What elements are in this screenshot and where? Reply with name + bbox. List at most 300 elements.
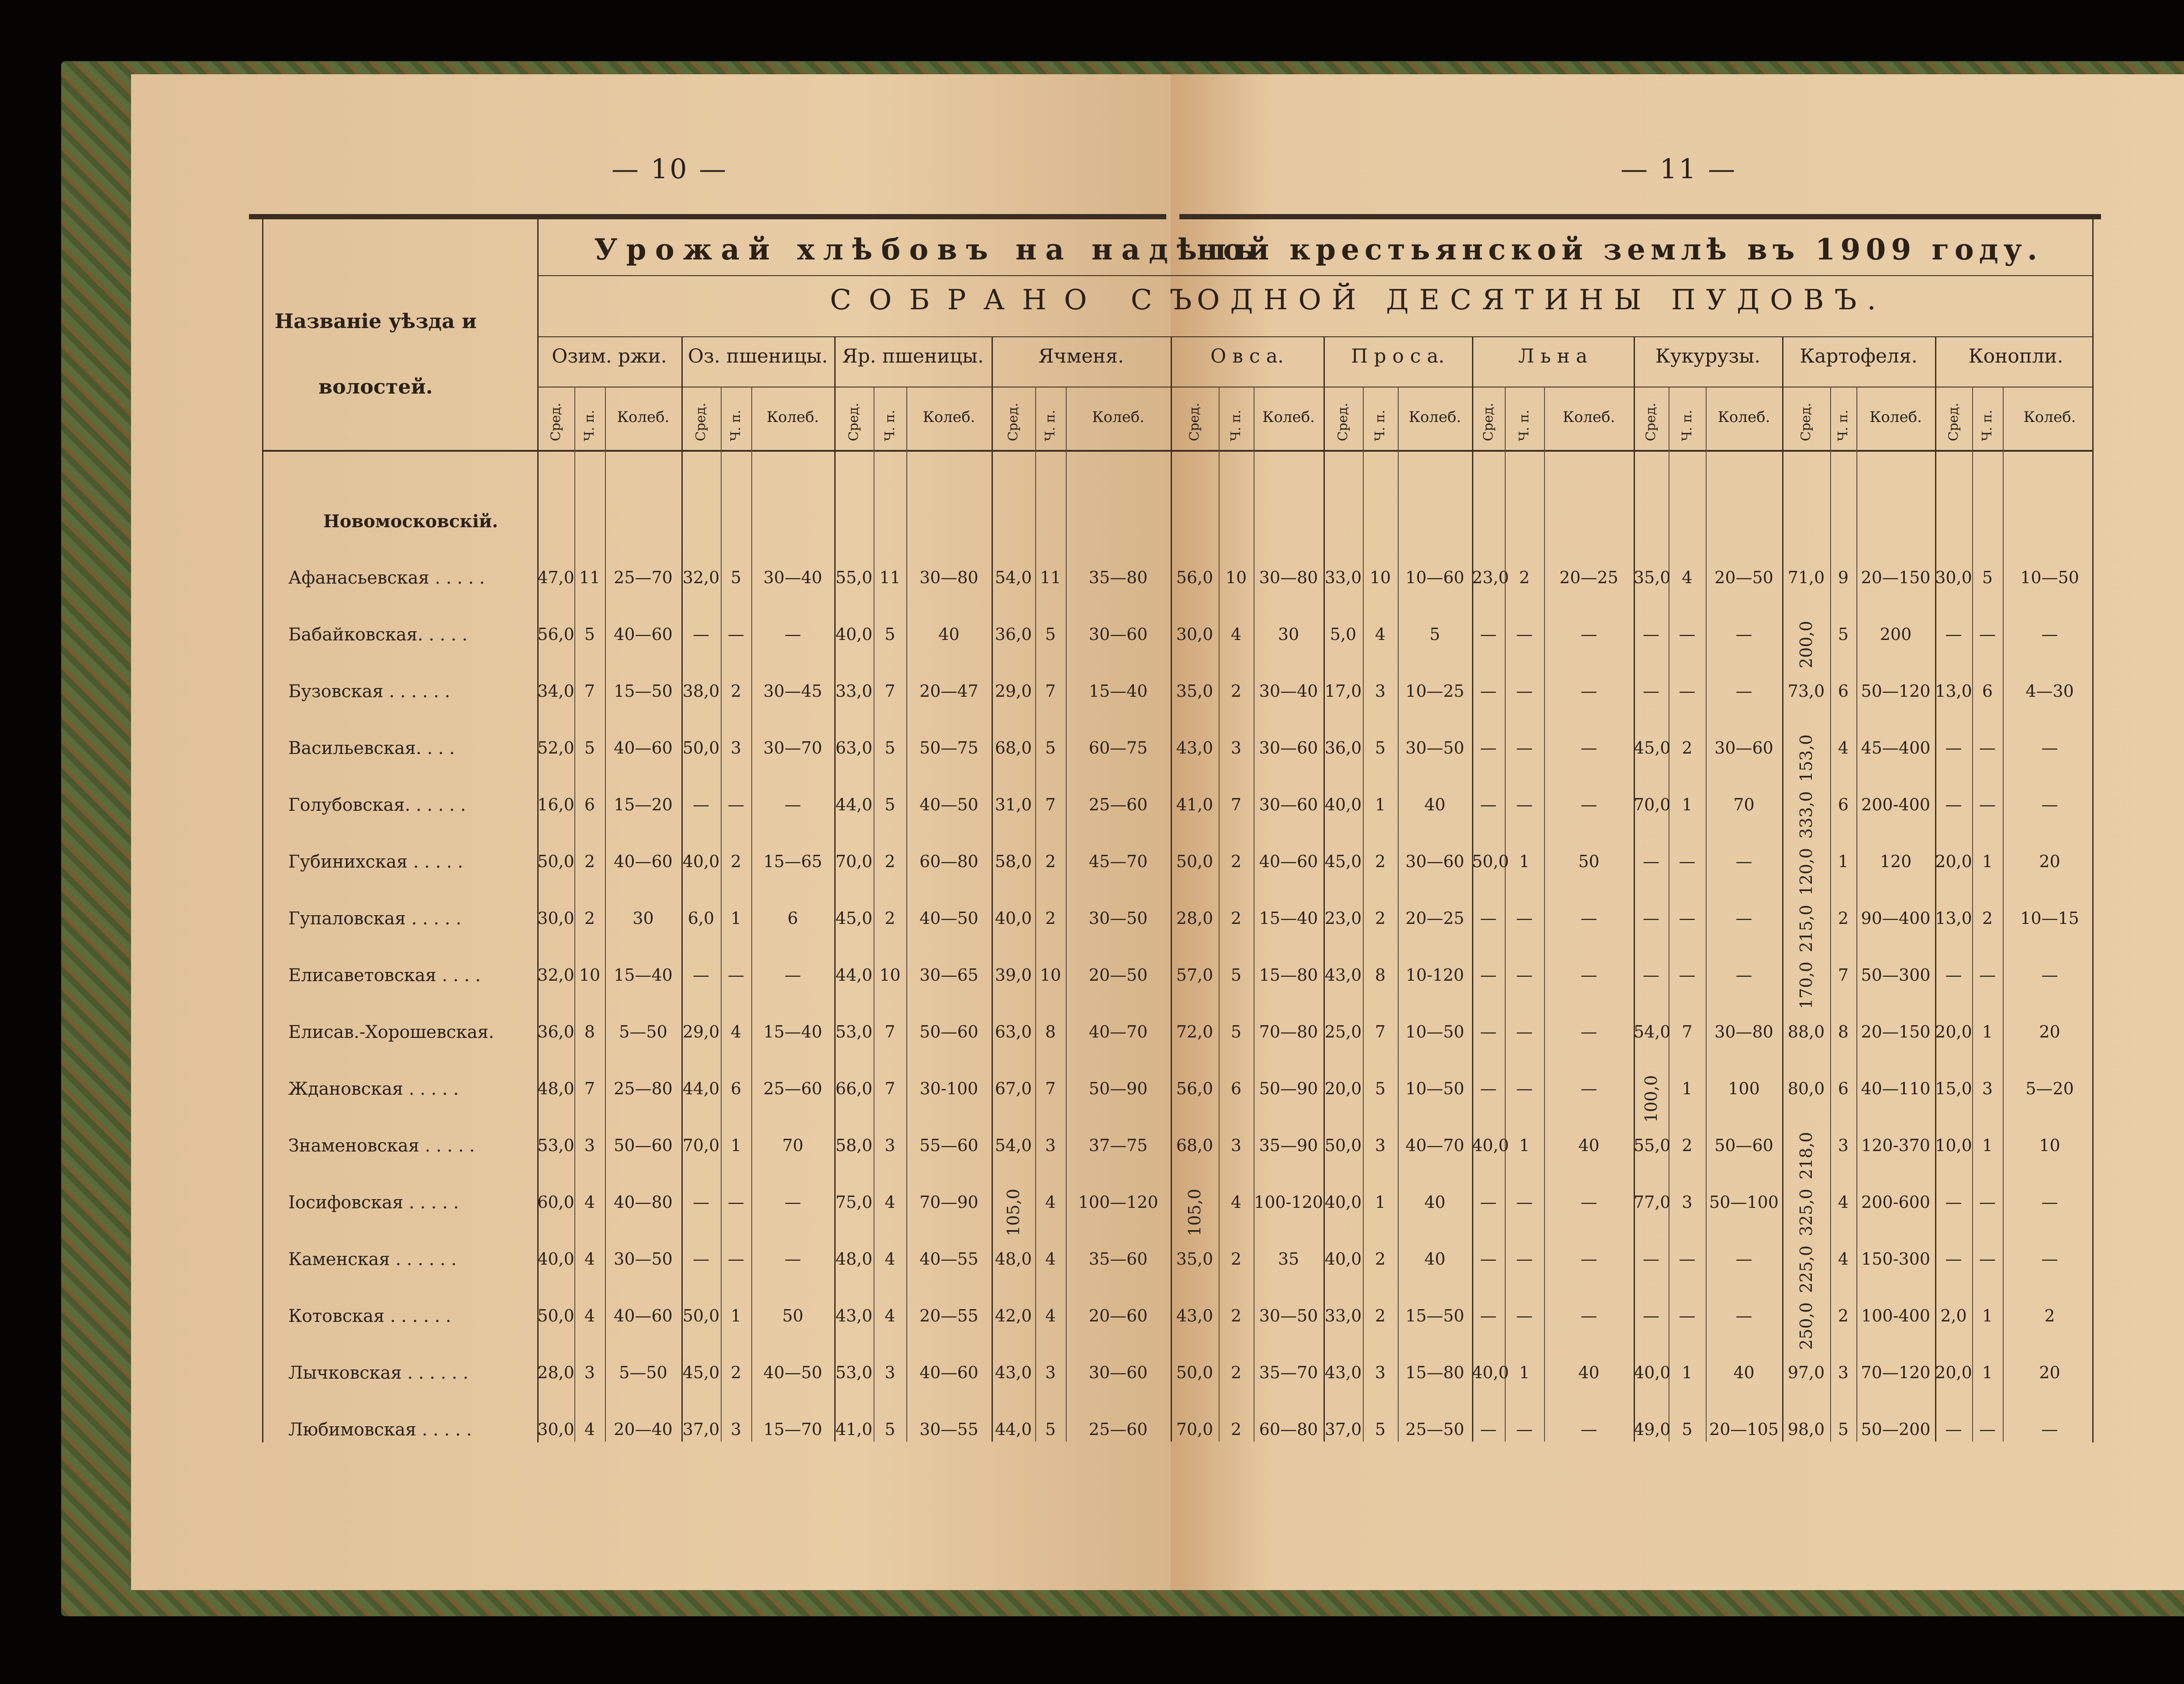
cell: 5 [584,625,595,644]
cell: 33,0 [835,681,873,701]
subcol-avg-5: Сред. [1335,403,1351,441]
cell: — [1735,909,1752,928]
cell: — [1945,1249,1962,1269]
name-column-header: Названіе уѣзда и волостей. [274,309,477,398]
cell: 1 [1982,1306,1993,1325]
cell: 16,0 [537,795,574,814]
cell: 5 [885,738,895,757]
cell: — [1516,1193,1533,1212]
cell: 30—60 [1089,1363,1148,1382]
title-right: ной крестьянской землѣ въ 1909 году. [1197,232,2042,266]
cell: 5 [1045,1420,1056,1439]
table-row [249,568,2101,625]
cell: 40,0 [1324,1193,1362,1212]
cell: 7 [1045,1079,1056,1098]
cell: 50,0 [682,738,720,757]
cell: 30—70 [763,738,822,757]
cell: 10 [579,965,601,985]
rotated-value: 170,0 [1797,961,1816,1009]
parish-name: Елисаветовская . . . . [288,965,481,986]
cell: 6 [584,795,595,814]
cell: — [1643,681,1659,701]
cell: 10 [1040,965,1061,985]
cell: 5 [1230,965,1242,985]
cell: 50—60 [1714,1136,1773,1155]
cell: 40—50 [919,795,978,814]
cell: 60,0 [537,1193,574,1212]
crop-rule [537,336,2092,337]
table-row [249,625,2101,681]
cell: 28,0 [1176,909,1213,928]
cell: 33,0 [1324,568,1362,587]
cell: — [1480,1306,1497,1325]
cell: 8 [1045,1022,1056,1041]
cell: 60—80 [1259,1420,1318,1439]
parish-name: Бабайковская. . . . . [288,625,468,645]
cell: 2 [1230,1306,1242,1325]
cell: 54,0 [995,568,1032,587]
cell: — [784,795,801,814]
cell: 40,0 [682,852,720,871]
cell: 30,0 [1935,568,1972,587]
cell: — [1979,1193,1996,1212]
cell: 20—60 [1089,1306,1148,1325]
cell: — [1580,1193,1597,1212]
cell: — [1945,1193,1962,1212]
rotated-value: 105,0 [1004,1189,1023,1236]
subcol-range-8: Колеб. [1870,408,1922,426]
table-row [249,681,2101,738]
cell: 2 [1045,852,1056,871]
cell: — [1516,738,1533,757]
cell: 13,0 [1935,681,1972,701]
cell: 40—60 [1259,852,1318,871]
cell: 4 [1045,1249,1056,1269]
cell: — [1945,795,1962,814]
cell: 25—70 [614,568,673,587]
cell: 5 [1375,1079,1386,1098]
cell: 90—400 [1861,909,1931,928]
cell: 5 [1045,738,1056,757]
parish-name: Знаменовская . . . . . [288,1136,475,1156]
crop-header-6: Л ь н а [1518,345,1588,367]
cell: 37—75 [1089,1136,1148,1155]
cell: 2 [885,852,895,871]
cell: 68,0 [995,738,1032,757]
cell: 38,0 [682,681,720,701]
crop-header-7: Кукурузы. [1655,345,1761,367]
subcol-count-2: Ч. п. [882,410,898,441]
cell: 35—60 [1089,1249,1148,1269]
cell: 63,0 [995,1022,1032,1041]
table-row [249,965,2101,1022]
cell: 5—50 [619,1022,667,1041]
cell: 4 [885,1306,895,1325]
rotated-value: 153,0 [1797,734,1816,782]
cell: — [1679,852,1696,871]
cell: 39,0 [995,965,1032,985]
cell: 25—60 [763,1079,822,1098]
cell: 5 [1682,1420,1693,1439]
table-row [249,795,2101,852]
cell: 43,0 [1176,1306,1213,1325]
cell: 30 [632,909,654,928]
cell: 30,0 [537,909,574,928]
cell: — [2041,965,2058,985]
cell: 3 [584,1136,595,1155]
cell: 20—105 [1709,1420,1779,1439]
cell: 20—150 [1861,568,1931,587]
cell: 30—40 [1259,681,1318,701]
parish-name: Ждановская . . . . . [288,1079,459,1099]
cell: 2 [1838,909,1849,928]
cell: 8 [1375,965,1386,985]
cell: — [784,1249,801,1269]
cell: 4 [1230,625,1242,644]
cell: 32,0 [682,568,720,587]
cell: — [1580,681,1597,701]
subcol-count-9: Ч. п. [1980,410,1995,441]
cell: 50,0 [1324,1136,1362,1155]
cell: 48,0 [995,1249,1032,1269]
subcol-avg-4: Сред. [1187,403,1202,441]
cell: 50,0 [1176,852,1213,871]
cell: 4 [730,1022,742,1041]
parish-name: Афанасьевская . . . . . [288,568,485,588]
rotated-value: 120,0 [1797,848,1816,896]
cell: 15,0 [1935,1079,1972,1098]
cell: 10—25 [1405,681,1465,701]
cell: 15—20 [614,795,673,814]
cell: — [728,625,744,644]
cell: 55—60 [919,1136,978,1155]
cell: — [1580,1420,1597,1439]
cell: 23,0 [1472,568,1509,587]
cell: 10—50 [2020,568,2079,587]
cell: 43,0 [1176,738,1213,757]
cell: 50 [782,1306,804,1325]
cell: 45—70 [1089,852,1148,871]
cell: 45,0 [682,1363,720,1382]
rotated-value: 333,0 [1797,791,1816,839]
cell: 55,0 [1634,1136,1671,1155]
cell: 35 [1278,1249,1299,1269]
subcol-range-0: Колеб. [617,408,670,426]
cell: 48,0 [537,1079,574,1098]
cell: 66,0 [835,1079,873,1098]
crop-header-3: Ячменя. [1038,345,1124,367]
cell: 5 [1375,1420,1386,1439]
cell: 1 [1982,852,1993,871]
cell: — [728,795,744,814]
cell: 6 [787,909,798,928]
cell: 15—80 [1405,1363,1465,1382]
cell: 10—50 [1405,1079,1465,1098]
cell: 15—40 [1089,681,1148,701]
cell: 20—150 [1861,1022,1931,1041]
cell: 20—25 [1405,909,1465,928]
parish-name: Котовская . . . . . . [288,1306,451,1326]
cell: 40—70 [1089,1022,1148,1041]
cell: 7 [885,1022,895,1041]
cell: 4 [584,1193,595,1212]
cell: 5—20 [2025,1079,2074,1098]
cell: 7 [1045,681,1056,701]
cell: — [2041,1193,2058,1212]
cell: 70—120 [1861,1363,1931,1382]
cell: — [1516,1420,1533,1439]
cell: 4 [1045,1193,1056,1212]
table-row [249,1136,2101,1193]
cell: — [1735,965,1752,985]
cell: — [1480,1420,1497,1439]
rotated-value: 250,0 [1797,1302,1816,1350]
cell: — [1516,965,1533,985]
cell: 35,0 [1176,681,1213,701]
cell: 20,0 [1935,1363,1972,1382]
cell: 2 [730,1363,742,1382]
cell: 43,0 [1324,965,1362,985]
cell: 40—50 [919,909,978,928]
cell: 58,0 [835,1136,873,1155]
subcol-range-5: Колеб. [1409,408,1461,426]
cell: — [2041,795,2058,814]
cell: 50—120 [1861,681,1931,701]
cell: 30—50 [1259,1306,1318,1325]
cell: 7 [885,1079,895,1098]
cell: 32,0 [537,965,574,985]
cell: 70 [1733,795,1755,814]
cell: 4 [584,1306,595,1325]
cell: 23,0 [1324,909,1362,928]
cell: 1 [1519,852,1530,871]
cell: 29,0 [995,681,1032,701]
subcol-range-9: Колеб. [2023,408,2076,426]
cell: 5 [885,795,895,814]
cell: 40 [1578,1136,1600,1155]
cell: 40—60 [919,1363,978,1382]
cell: 2 [1838,1306,1849,1325]
cell: 3 [1838,1363,1849,1382]
cell: 44,0 [835,965,873,985]
cell: 7 [1838,965,1849,985]
cell: 25—60 [1089,1420,1148,1439]
cell: 30—50 [614,1249,673,1269]
cell: 54,0 [995,1136,1032,1155]
cell: — [1979,965,1996,985]
subtitle-right: ОДНОЙ ДЕСЯТИНЫ ПУДОВЪ. [1197,284,1887,316]
cell: 35,0 [1176,1249,1213,1269]
cell: 70—90 [919,1193,978,1212]
cell: 70—80 [1259,1022,1318,1041]
cell: — [1679,1249,1696,1269]
cell: 25—50 [1405,1420,1465,1439]
left-page-number: — 10 — [612,153,728,185]
cell: 20,0 [1935,1022,1972,1041]
cell: 100-400 [1861,1306,1930,1325]
cell: — [1480,795,1497,814]
cell: 72,0 [1176,1022,1213,1041]
cell: 30—50 [1089,909,1148,928]
cell: 36,0 [1324,738,1362,757]
cell: — [1580,909,1597,928]
cell: — [693,1193,709,1212]
cell: 43,0 [995,1363,1032,1382]
cell: 2 [1682,738,1693,757]
cell: 73,0 [1787,681,1825,701]
cell: 5 [1838,1420,1849,1439]
cell: — [2041,1249,2058,1269]
cell: 30—40 [763,568,822,587]
cell: 52,0 [537,738,574,757]
cell: 1 [1982,1363,1993,1382]
cell: 7 [584,1079,595,1098]
cell: 6 [1838,681,1849,701]
cell: 50,0 [682,1306,720,1325]
cell: 3 [730,738,742,757]
cell: 3 [1838,1136,1849,1155]
cell: 56,0 [537,625,574,644]
cell: — [1679,909,1696,928]
cell: 35,0 [1634,568,1671,587]
cell: 2 [584,909,595,928]
cell: — [1679,1306,1696,1325]
cell: 47,0 [537,568,574,587]
header-bottom-rule [262,450,2092,452]
cell: — [1516,795,1533,814]
cell: 25—60 [1089,795,1148,814]
cell: — [693,795,709,814]
cell: 3 [1045,1363,1056,1382]
cell: — [1945,1420,1962,1439]
cell: 28,0 [537,1363,574,1382]
cell: 200-600 [1861,1193,1930,1212]
cell: 49,0 [1634,1420,1671,1439]
cell: 1 [730,1136,742,1155]
cell: 40—60 [614,852,673,871]
parish-name: Бузовская . . . . . . [288,681,450,702]
cell: 2 [730,681,742,701]
cell: 50,0 [1176,1363,1213,1382]
crop-header-9: Конопли. [1968,345,2063,367]
cell: 60—75 [1089,738,1148,757]
cell: 40—60 [614,738,673,757]
table-row [249,1193,2101,1249]
cell: 2 [1230,681,1242,701]
cell: — [1643,909,1659,928]
cell: 40—110 [1861,1079,1931,1098]
cell: 1 [1982,1136,1993,1155]
cell: 2,0 [1940,1306,1967,1325]
cell: 45,0 [1324,852,1362,871]
cell: — [693,965,709,985]
cell: — [784,1193,801,1212]
cell: 10 [879,965,901,985]
cell: 3 [1982,1079,1993,1098]
cell: — [1516,681,1533,701]
cell: 3 [1375,1136,1386,1155]
cell: 10 [1369,568,1391,587]
cell: 7 [1230,795,1242,814]
cell: 50,0 [537,1306,574,1325]
cell: 40,0 [1472,1363,1509,1382]
cell: 20—50 [1714,568,1773,587]
cell: 2 [1045,909,1056,928]
cell: 2 [2044,1306,2055,1325]
subcol-count-7: Ч. п. [1679,410,1695,441]
cell: — [1516,1022,1533,1041]
cell: 53,0 [835,1363,873,1382]
crop-header-4: О в с а. [1210,345,1284,367]
cell: 57,0 [1176,965,1213,985]
cell: 1 [1682,795,1693,814]
cell: — [1679,625,1696,644]
cell: 5 [730,568,742,587]
cell: 5 [885,625,895,644]
cell: 20—47 [919,681,978,701]
cell: 68,0 [1176,1136,1213,1155]
cell: 100-120 [1254,1193,1323,1212]
cell: 36,0 [537,1022,574,1041]
cell: 4 [1045,1306,1056,1325]
cell: 5 [1045,625,1056,644]
cell: 2 [1230,909,1242,928]
cell: 3 [1375,681,1386,701]
cell: — [1979,1420,1996,1439]
cell: — [1516,909,1533,928]
cell: 120-370 [1861,1136,1930,1155]
rotated-value: 218,0 [1797,1132,1816,1179]
subcol-avg-0: Сред. [548,403,563,441]
cell: 98,0 [1787,1420,1825,1439]
cell: — [784,625,801,644]
cell: 5 [1429,625,1441,644]
cell: 4 [1838,1249,1849,1269]
subcol-avg-2: Сред. [846,403,861,441]
subcol-avg-9: Сред. [1946,403,1961,441]
cell: 20—25 [1559,568,1618,587]
cell: — [1580,738,1597,757]
cell: 10 [2039,1136,2060,1155]
cell: 10-120 [1406,965,1464,985]
cell: 150-300 [1861,1249,1930,1269]
cell: 15—70 [763,1420,822,1439]
cell: 20 [2039,1022,2060,1041]
cell: 13,0 [1935,909,1972,928]
cell: 4 [1838,738,1849,757]
cell: — [1580,1022,1597,1041]
cell: 30—60 [1259,738,1318,757]
subcol-avg-1: Сред. [693,403,708,441]
cell: 1 [1519,1363,1530,1382]
table-row [249,1022,2101,1079]
cell: 6 [1230,1079,1242,1098]
table-row [249,1249,2101,1306]
cell: 4 [885,1249,895,1269]
cell: — [1735,1306,1752,1325]
cell: — [1480,909,1497,928]
cell: — [1480,681,1497,701]
crop-header-8: Картофеля. [1800,345,1918,367]
cell: 40 [1424,1193,1446,1212]
cell: 3 [584,1363,595,1382]
subcol-range-4: Колеб. [1262,408,1315,426]
cell: — [2041,625,2058,644]
cell: — [1945,738,1962,757]
subcol-count-8: Ч. п. [1835,410,1851,441]
cell: — [1735,1249,1752,1269]
cell: 40,0 [1634,1363,1671,1382]
